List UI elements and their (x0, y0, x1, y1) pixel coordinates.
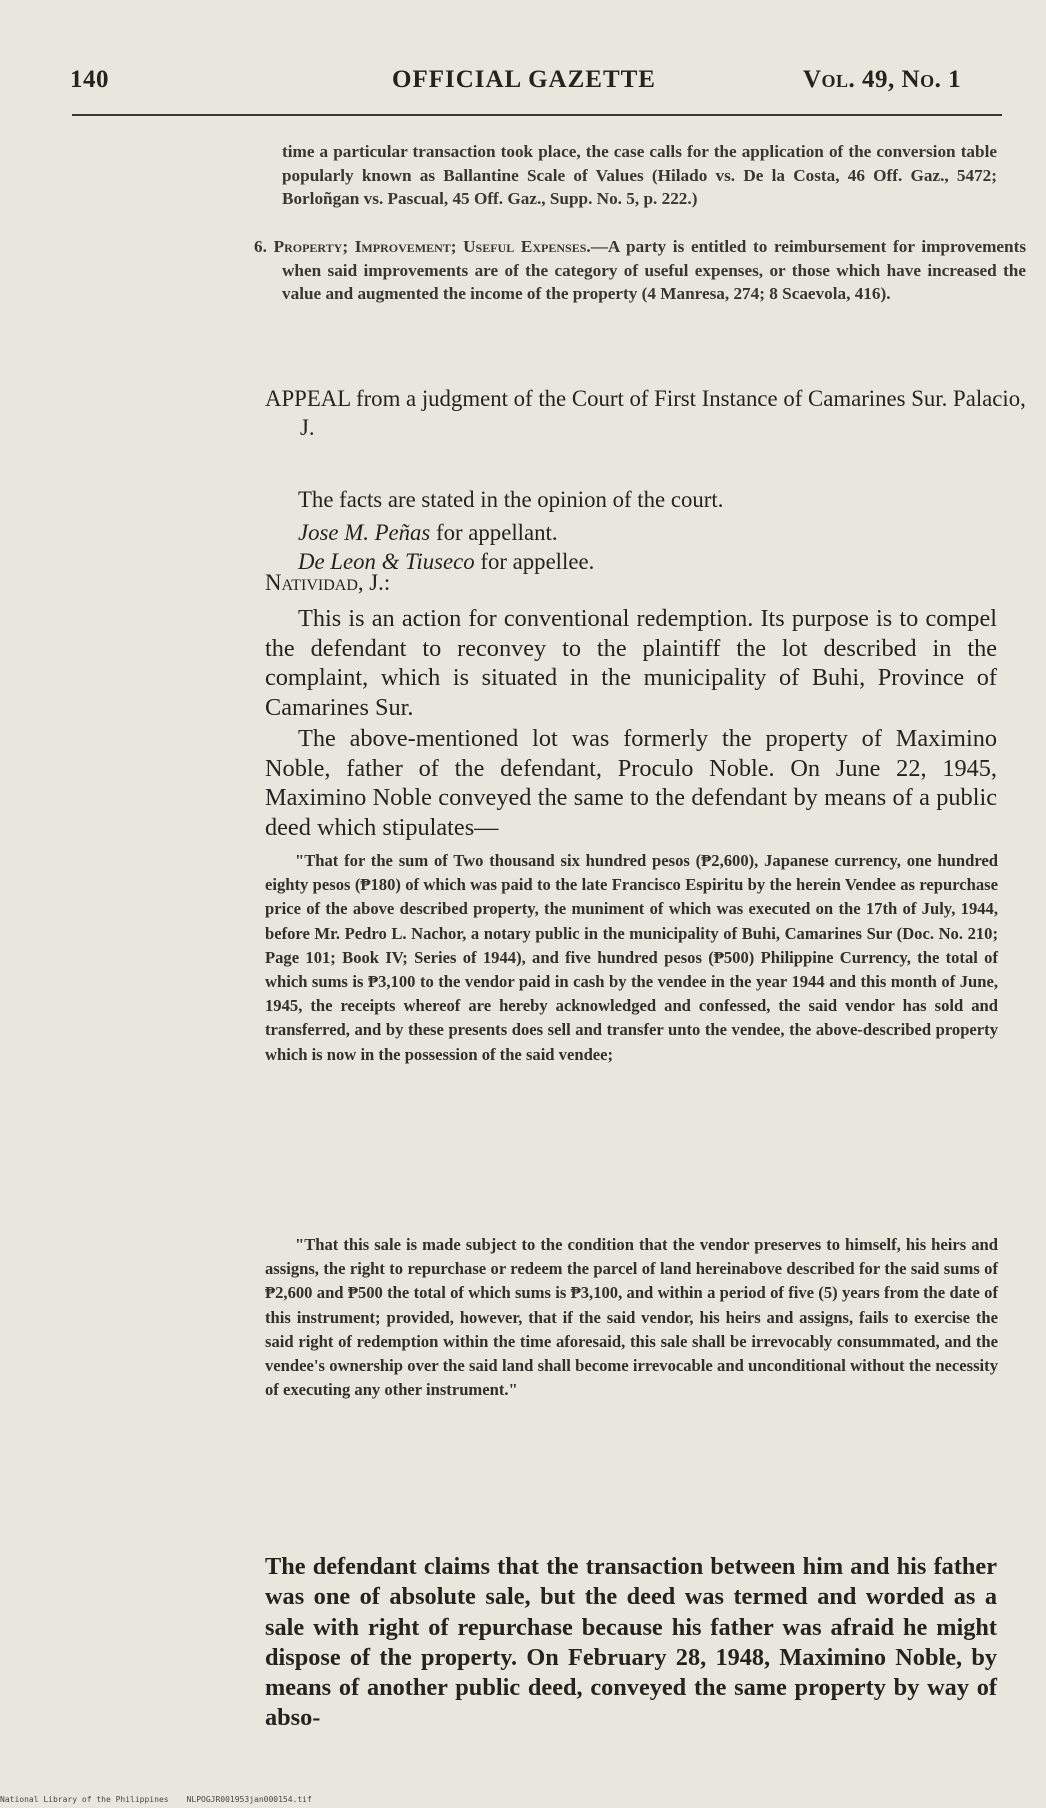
appellee-role: for appellee. (474, 549, 595, 574)
headnote-continuation: time a particular transaction took place, the case calls for the application of the conversion table popularly known as Ballantine Scale of Values (Hilado vs. De la Costa, 46 Off. Gaz., 5472; Borloñgan vs. Pascual, 45 Off. Gaz., Supp. No. 5, p. 222.) (282, 142, 997, 208)
deed-quote-2: "That this sale is made subject to the condition that the vendor preserves to himself, his heirs and assigns, the right to repurchase or redeem the parcel of land hereinabove described for the said sums of ₱2,600 and ₱500 the total of which sums is ₱3,100, and within a period of five (5) years from the date of this instrument; provided, however, that if the said vendor, his heirs and assigns, fails to exercise the said right of redemption within the time aforesaid, this sale shall be irrevocably consummated, and the vendee's ownership over the said land shall become irrevocable and unconditional without the necessity of executing any other instrument." (265, 1235, 998, 1400)
scan-footer (0, 1795, 330, 1804)
headnote-item-number: 6. (254, 237, 267, 256)
header-rule (72, 114, 1002, 116)
opinion-paragraph-3: The defendant claims that the transaction between him and his father was one of absolute sale, but the deed was termed and worded as a sale with right of repurchase because his father was afraid he might dispose of the property. On February 28, 1948, Maximino Noble, by means of another public deed, conveyed the same property by way of abso- (265, 1553, 997, 1732)
facts-statement: The facts are stated in the opinion of the court. (298, 487, 724, 512)
opinion-paragraph-2: The above-mentioned lot was formerly the property of Maximino Noble, father of the defendant, Proculo Noble. On June 22, 1945, Maximino Noble conveyed the same to the defendant by means of a public deed which stipulates— (265, 725, 997, 841)
opinion-paragraph-1: This is an action for conventional redemption. Its purpose is to compel the defendant to reconvey to the plaintiff the lot described in the complaint, which is situated in the municipality of Buhi, Province of Camarines Sur. (265, 605, 997, 721)
appellant-counsel-name: Jose M. Peñas (298, 520, 431, 545)
volume-number: Vol. 49, No. 1 (803, 66, 962, 93)
deed-quote-1: "That for the sum of Two thousand six hundred pesos (₱2,600), Japanese currency, one hundred eighty pesos (₱180) of which was paid to the late Francisco Espiritu by the herein Vendee as repurchase price of the above described property, the muniment of which was executed on the 17th of July, 1944, before Mr. Pedro L. Nachor, a notary public in the municipality of Buhi, Camarines Sur (Doc. No. 210; Page 101; Book IV; Series of 1944), and five hundred pesos (₱500) Philippine Currency, the total of which sums is ₱3,100 to the vendor paid in cash by the vendee in the year 1944 and this month of June, 1945, the receipts whereof are hereby acknowledged and confessed, the said vendor has sold and transferred, and by these presents does sell and transfer unto the vendee, the above-described property which is now in the possession of the said vendee; (265, 851, 998, 1064)
scan-file-id: NLPOGJR001953jan000154.tif (186, 1795, 312, 1804)
headnote-item-6 (254, 235, 1026, 306)
appellee-counsel-name: De Leon & Tiuseco (298, 549, 475, 574)
judge-name: Natividad, J.: (265, 570, 391, 595)
appellant-role: for appellant. (430, 520, 558, 545)
library-credit: National Library of the Philippines (0, 1795, 169, 1804)
headnote-item-text: —A party is entitled to reimbursement for improvements when said improvements are of the category of useful expenses, or those which have increased the value and augmented the income of the property (4 Manresa, 274; 8 Scaevola, 416). (282, 237, 1027, 303)
appeal-statement: APPEAL from a judgment of the Court of First Instance of Camarines Sur. Palacio, J. (265, 386, 1026, 440)
counsel-appellant (298, 520, 558, 546)
headnote-item-heading: Property; Improvement; Useful Expenses. (273, 237, 591, 256)
publication-title: OFFICIAL GAZETTE (392, 66, 656, 93)
ponente (265, 570, 390, 596)
page-number: 140 (70, 66, 109, 93)
